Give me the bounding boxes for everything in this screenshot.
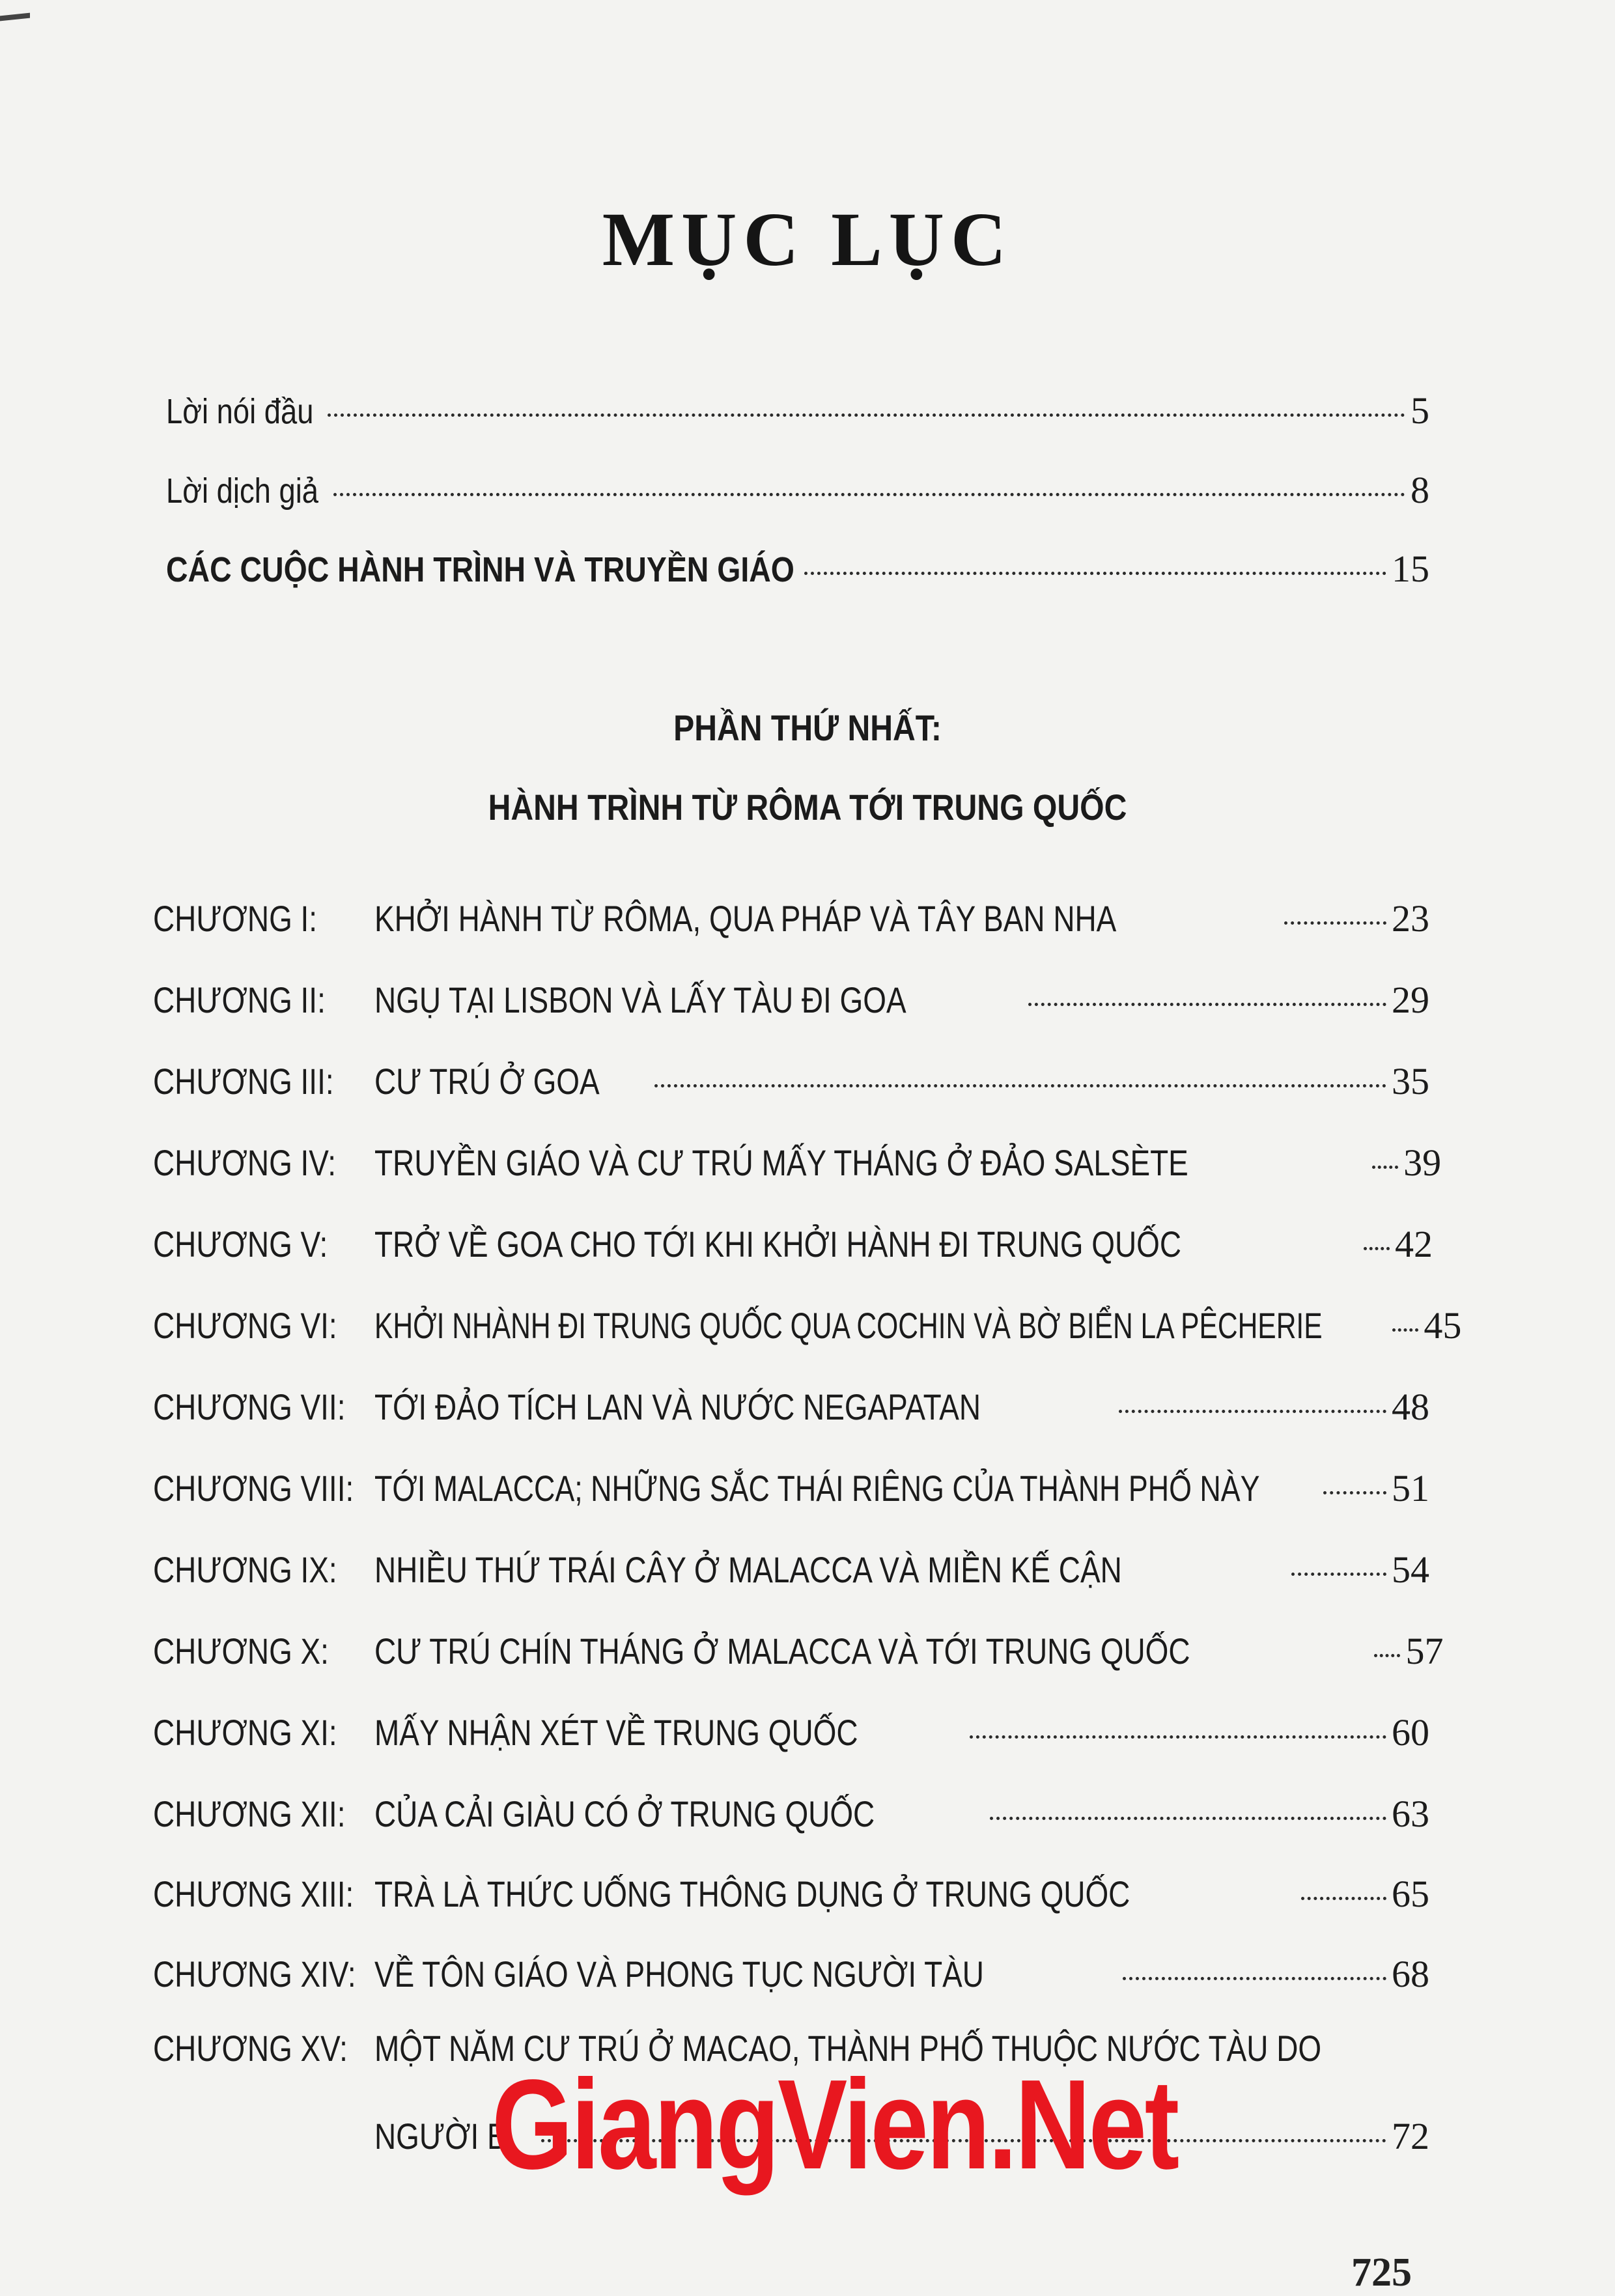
chapter-page: 54 — [1392, 1548, 1429, 1591]
chapter-page: 72 — [1392, 2115, 1429, 2157]
scan-corner-mark — [0, 13, 30, 21]
chapter-title: KHỞI NHÀNH ĐI TRUNG QUỐC QUA COCHIN VÀ BỜ BIỂN LA PÊCHERIE — [374, 1305, 1323, 1346]
chapter-title: MẤY NHẬN XÉT VỀ TRUNG QUỐC — [374, 1712, 858, 1753]
chapter-label: CHƯƠNG IV: — [153, 1142, 336, 1183]
chapter-page: 39 — [1403, 1141, 1442, 1184]
chapter-label: CHƯƠNG IX: — [153, 1549, 337, 1590]
dot-leader — [1374, 1654, 1400, 1657]
chapter-page: 57 — [1405, 1630, 1444, 1672]
chapter-title: KHỞI HÀNH TỪ RÔMA, QUA PHÁP VÀ TÂY BAN NHA — [374, 898, 1117, 939]
chapter-title: TỚI MALACCA; NHỮNG SẮC THÁI RIÊNG CỦA THÀNH PHỐ NÀY — [374, 1468, 1260, 1509]
chapter-page: 63 — [1392, 1793, 1429, 1835]
toc-entry-front-1 — [166, 387, 1429, 435]
chapter-label: CHƯƠNG XII: — [153, 1793, 346, 1834]
chapter-page: 45 — [1424, 1304, 1462, 1347]
chapter-label: CHƯƠNG III: — [153, 1061, 334, 1102]
toc-entry-chapter-8 — [374, 1465, 1429, 1512]
page-number: 725 — [1351, 2250, 1412, 2295]
watermark: GiangVien.Net — [492, 2053, 1177, 2196]
toc-entry-page: 15 — [1392, 548, 1429, 590]
chapter-title: TRÀ LÀ THỨC UỐNG THÔNG DỤNG Ở TRUNG QUỐC — [374, 1873, 1130, 1914]
toc-entry-chapter-2 — [374, 977, 1429, 1024]
toc-entry-front-2 — [166, 467, 1429, 514]
toc-entry-chapter-1 — [374, 895, 1429, 942]
chapter-page: 35 — [1392, 1060, 1429, 1102]
page-title: MỤC LỤC — [602, 197, 1013, 282]
dot-leader — [1119, 1410, 1386, 1413]
chapter-page: 60 — [1392, 1711, 1429, 1754]
chapter-label: CHƯƠNG VIII: — [153, 1468, 354, 1509]
chapter-title: NGỤ TẠI LISBON VÀ LẤY TÀU ĐI GOA — [374, 979, 906, 1020]
chapter-label: CHƯƠNG XIII: — [153, 1873, 354, 1914]
chapter-label: CHƯƠNG II: — [153, 979, 326, 1020]
chapter-label: CHƯƠNG XI: — [153, 1712, 337, 1753]
toc-entry-chapter-7 — [374, 1384, 1429, 1431]
dot-leader — [1291, 1573, 1386, 1576]
chapter-label: CHƯƠNG VII: — [153, 1386, 346, 1427]
toc-entry-chapter-3 — [374, 1058, 1429, 1105]
part-heading: PHẦN THỨ NHẤT: — [673, 707, 942, 748]
dot-leader — [1123, 1977, 1386, 1980]
chapter-page: 68 — [1392, 1953, 1429, 1995]
toc-entry-title: CÁC CUỘC HÀNH TRÌNH VÀ TRUYỀN GIÁO — [166, 550, 794, 589]
toc-entry-front-3 — [166, 546, 1429, 593]
dot-leader — [1364, 1247, 1390, 1250]
chapter-title: CƯ TRÚ Ở GOA — [374, 1061, 600, 1102]
chapter-label: CHƯƠNG XIV: — [153, 1953, 356, 1995]
chapter-title: VỀ TÔN GIÁO VÀ PHONG TỤC NGƯỜI TÀU — [374, 1953, 984, 1995]
toc-entry-chapter-12 — [374, 1791, 1429, 1838]
dot-leader — [1323, 1491, 1386, 1494]
chapter-label: CHƯƠNG XV: — [153, 2028, 348, 2069]
part-subtitle: HÀNH TRÌNH TỪ RÔMA TỚI TRUNG QUỐC — [488, 787, 1127, 828]
chapter-title: MỘT NĂM CƯ TRÚ Ở MACAO, THÀNH PHỐ THUỘC NƯỚC TÀU DO — [374, 2028, 1322, 2069]
toc-entry-chapter-10 — [374, 1628, 1444, 1675]
toc-entry-title: Lời dịch giả — [166, 471, 319, 511]
chapter-page: 51 — [1392, 1467, 1429, 1509]
chapter-label: CHƯƠNG VI: — [153, 1305, 337, 1346]
toc-entry-chapter-9 — [374, 1547, 1429, 1593]
dot-leader — [333, 493, 1405, 496]
chapter-page: 65 — [1392, 1873, 1429, 1915]
dot-leader — [970, 1735, 1387, 1739]
chapter-page: 42 — [1395, 1223, 1433, 1265]
dot-leader — [1284, 921, 1386, 925]
chapter-page: 29 — [1392, 979, 1429, 1021]
toc-entry-chapter-4 — [374, 1140, 1442, 1186]
dot-leader — [990, 1817, 1386, 1820]
chapter-label: CHƯƠNG V: — [153, 1224, 328, 1265]
toc-entry-title: Lời nói đầu — [166, 392, 314, 431]
toc-entry-page: 5 — [1411, 389, 1429, 432]
dot-leader — [1301, 1897, 1386, 1900]
chapter-title: TRUYỀN GIÁO VÀ CƯ TRÚ MẤY THÁNG Ở ĐẢO SALSÈTE — [374, 1142, 1188, 1183]
toc-entry-chapter-11 — [374, 1709, 1429, 1756]
toc-entry-chapter-6 — [374, 1302, 1462, 1349]
dot-leader — [328, 413, 1405, 417]
chapter-title: TRỞ VỀ GOA CHO TỚI KHI KHỞI HÀNH ĐI TRUNG QUỐC — [374, 1224, 1182, 1265]
chapter-label: CHƯƠNG X: — [153, 1631, 329, 1672]
chapter-title: NHIỀU THỨ TRÁI CÂY Ở MALACCA VÀ MIỀN KẾ CẬN — [374, 1549, 1122, 1590]
chapter-title: CƯ TRÚ CHÍN THÁNG Ở MALACCA VÀ TỚI TRUNG QUỐC — [374, 1631, 1190, 1672]
dot-leader — [804, 572, 1386, 575]
chapter-page: 48 — [1392, 1386, 1429, 1428]
toc-entry-page: 8 — [1411, 469, 1429, 511]
dot-leader — [1392, 1328, 1418, 1332]
toc-entry-chapter-13 — [374, 1871, 1429, 1918]
dot-leader — [1372, 1166, 1398, 1169]
dot-leader — [654, 1084, 1386, 1087]
chapter-title: TỚI ĐẢO TÍCH LAN VÀ NƯỚC NEGAPATAN — [374, 1386, 981, 1427]
chapter-label: CHƯƠNG I: — [153, 898, 318, 939]
toc-entry-chapter-14 — [374, 1951, 1429, 1998]
toc-entry-chapter-5 — [374, 1221, 1433, 1268]
dot-leader — [1028, 1003, 1386, 1006]
chapter-title-continued: NGƯỜI B — [374, 2116, 507, 2157]
chapter-page: 23 — [1392, 897, 1429, 940]
chapter-title: CỦA CẢI GIÀU CÓ Ở TRUNG QUỐC — [374, 1793, 875, 1834]
